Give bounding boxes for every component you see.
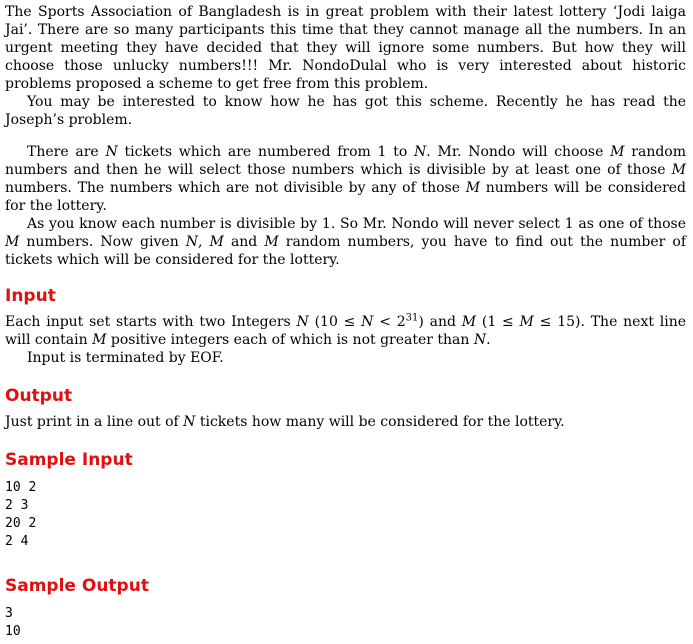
problem-statement [5, 3, 686, 641]
sample-input-line: 2 4 [5, 534, 29, 549]
intro-paragraph: The Sports Association of Bangladesh is in great problem with their latest lottery ‘Jodi laiga Jai’. There are so many participants this time that they cannot manage all the numbers. In an urgent meeting they have decided that they will ignore some numbers. But how they will choose those unlucky numbers!!! Mr. NondoDulal who is very interested about historic problems proposed a scheme to get free from this problem. [5, 4, 686, 92]
sample-output-block [5, 605, 686, 641]
input-eof-note: Input is terminated by EOF. [27, 350, 224, 366]
sample-output-heading: Sample Output [5, 576, 149, 596]
sample-output-line: 10 [5, 624, 21, 639]
sample-output-line: 3 [5, 606, 13, 621]
tickets-paragraph: There are N tickets which are numbered from 1 to N. Mr. Nondo will choose M random numbers and then he will select those numbers which is divisible by at least one of those M numbers. The numbers which are not divisible by any of those M numbers will be considered for the lottery. [5, 144, 687, 214]
divisible-paragraph: As you know each number is divisible by 1. So Mr. Nondo will never select 1 as one of those M numbers. Now given N, M and M random numbers, you have to find out the number of tickets which will be considered for the lottery. [5, 216, 687, 268]
sample-input-block [5, 479, 686, 551]
output-description: Just print in a line out of N tickets how many will be considered for the lottery. [5, 414, 565, 430]
sample-input-line: 10 2 [5, 480, 37, 495]
input-description: Each input set starts with two Integers N $(10 \le N < 2^{31})$ and M (1 ≤ M ≤ 15). The next line will contain M positive integers each of which is not greater than N. [5, 312, 687, 348]
sample-input-line: 2 3 [5, 498, 29, 513]
sample-input-line: 20 2 [5, 516, 37, 531]
sample-input-heading: Sample Input [5, 450, 133, 470]
output-heading: Output [5, 386, 73, 406]
input-heading: Input [5, 286, 56, 306]
joseph-paragraph: You may be interested to know how he has got this scheme. Recently he has read the Joseph’s problem. [5, 94, 686, 128]
